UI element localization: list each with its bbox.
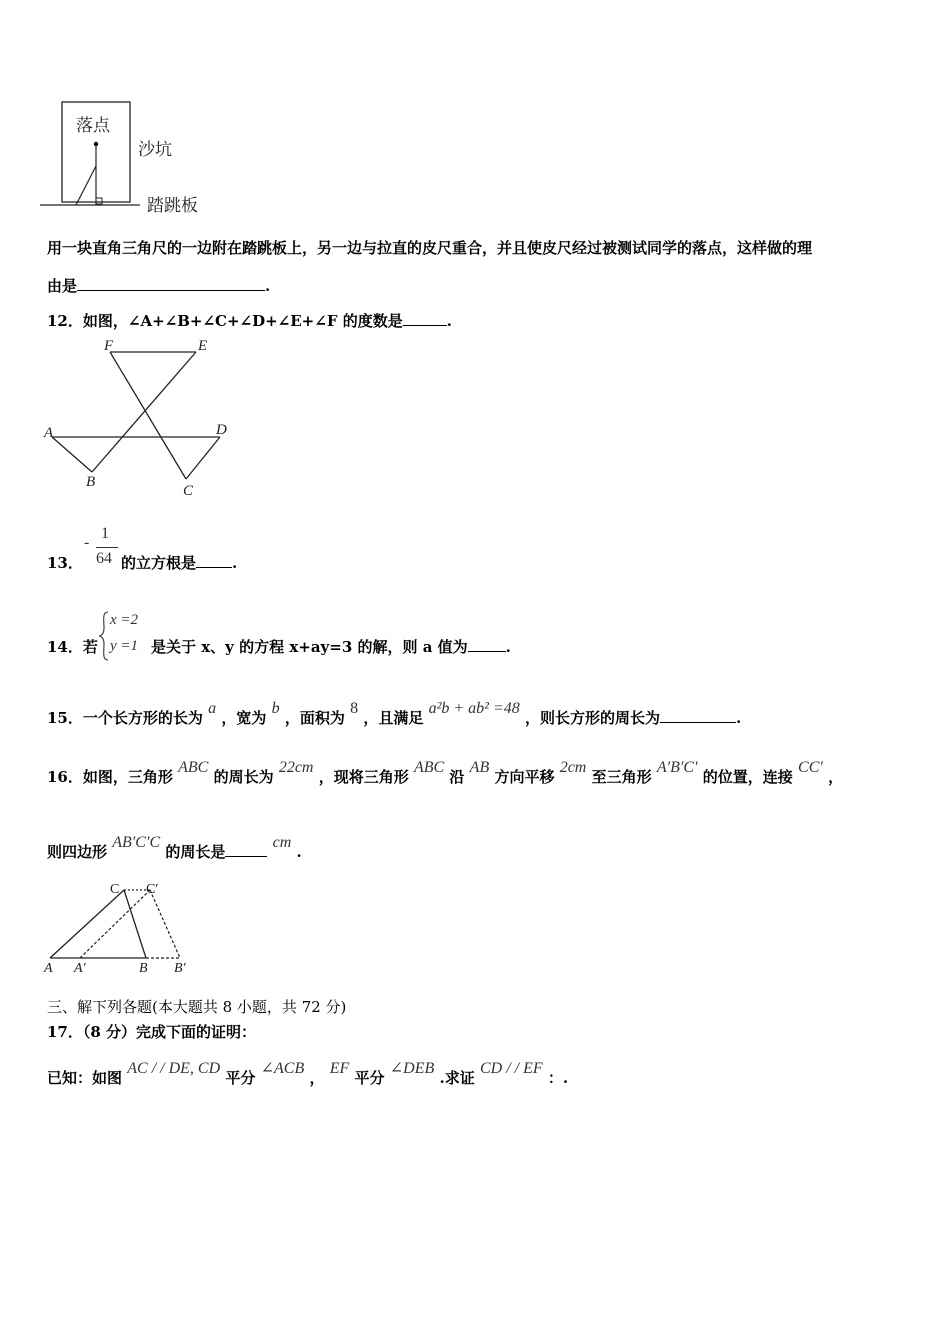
q16-t3: ，现将三角形 <box>318 768 409 786</box>
q16-line2-m2: cm <box>272 834 292 851</box>
q17-m2: ∠ACB <box>260 1060 305 1077</box>
q13-denominator: 64 <box>96 550 112 567</box>
q17-given <box>47 1060 569 1088</box>
q15-m4: a²b + ab² =48 <box>428 700 520 717</box>
label-A: A <box>44 961 53 976</box>
label-landing: 落点 <box>76 116 110 135</box>
segment-FC <box>110 352 186 479</box>
q12-number: 12． <box>47 312 83 330</box>
q15-number: 15． <box>47 709 83 727</box>
q17-g6: ：. <box>547 1069 569 1087</box>
q14-answer-blank[interactable] <box>468 637 506 652</box>
q11-prefix: 由是 <box>47 277 78 295</box>
label-A: A <box>44 425 54 441</box>
label-B1: B′ <box>174 961 186 976</box>
q14-rest <box>151 636 511 657</box>
q16-line2-suffix: . <box>296 843 302 861</box>
q15-t1: 一个长方形的长为 <box>82 709 203 727</box>
q13-numerator: 1 <box>101 525 109 542</box>
section3-title: 三、解下列各题(本大题共 8 小题，共 72 分) <box>47 998 347 1016</box>
q16-answer-blank[interactable] <box>225 842 267 857</box>
q14-brace-icon <box>98 610 110 662</box>
q13-rest <box>121 552 237 573</box>
q17-m5: CD / / EF <box>479 1060 543 1077</box>
q12-line <box>47 310 452 331</box>
q11-answer-blank[interactable] <box>77 276 265 291</box>
q16-m6: A′B′C′ <box>656 759 698 776</box>
q17-g2: 平分 <box>225 1069 256 1087</box>
q12-suffix: . <box>446 312 452 330</box>
q15-t5: ，则长方形的周长为 <box>525 709 661 727</box>
segment-AC <box>50 890 124 958</box>
right-angle-mark <box>96 198 102 204</box>
q13-suffix: . <box>232 554 238 572</box>
segment-DC <box>186 437 220 479</box>
label-board: 踏跳板 <box>147 196 198 215</box>
label-sandpit: 沙坑 <box>138 140 172 159</box>
q13-answer-blank[interactable] <box>196 553 232 568</box>
q16-m5: 2cm <box>559 759 587 776</box>
segment-C1B1 <box>150 890 180 958</box>
q16-t5: 方向平移 <box>494 768 555 786</box>
q13-sign: - <box>84 534 90 551</box>
q14-text: 是关于 x、y 的方程 x+ay=3 的解，则 a 值为 <box>151 638 468 656</box>
label-C: C <box>183 483 194 499</box>
q13-text: 的立方根是 <box>121 554 197 572</box>
q16-m2: 22cm <box>278 759 314 776</box>
triangle-ruler-edge <box>76 166 96 205</box>
q14-eq2: y =1 <box>110 638 139 654</box>
q16-number: 16． <box>47 768 83 786</box>
q13-fraction-bar <box>96 547 118 548</box>
q16-line2-t2: 的周长是 <box>165 843 226 861</box>
segment-EB <box>92 352 196 472</box>
q15-m2: b <box>271 700 280 717</box>
label-B: B <box>139 961 148 976</box>
q17-line1 <box>47 1021 256 1042</box>
angles-figure <box>40 334 240 504</box>
q15-t4: ，且满足 <box>363 709 424 727</box>
segment-A1C1 <box>80 890 150 958</box>
q17-text: （8 分）完成下面的证明： <box>82 1023 257 1041</box>
segment-AB <box>52 437 92 472</box>
q17-m1: AC / / DE, CD <box>127 1060 221 1077</box>
q12-text: 如图，∠A+∠B+∠C+∠D+∠E+∠F 的度数是 <box>82 312 403 330</box>
q14-prefix: 若 <box>82 638 98 656</box>
q11-suffix: . <box>265 277 271 295</box>
q13-number: 13． <box>47 554 83 572</box>
q16-m7: CC′ <box>798 759 823 776</box>
q16-m1: ABC <box>178 759 209 776</box>
q17-g4: 平分 <box>354 1069 385 1087</box>
q17-g1: 已知：如图 <box>47 1069 123 1087</box>
q11-line1: 用一块直角三角尺的一边附在踏跳板上，另一边与拉直的皮尺重合，并且使皮尺经过被测试同学的落点，这样做的理 <box>47 239 813 257</box>
q16-t1: 如图，三角形 <box>82 768 173 786</box>
q16-t4: 沿 <box>449 768 465 786</box>
label-E: E <box>198 338 208 354</box>
q17-number: 17． <box>47 1023 83 1041</box>
q15-m1: a <box>208 700 217 717</box>
q16-m3: ABC <box>413 759 445 776</box>
sandpit-figure <box>40 96 220 218</box>
landing-point <box>94 142 98 146</box>
q17-m4: ∠DEB <box>389 1060 435 1077</box>
q17-g3: ， <box>309 1069 325 1087</box>
label-C: C <box>110 882 120 897</box>
q16-line2-m1: AB′C′C <box>112 834 161 851</box>
translation-figure <box>40 876 200 978</box>
q15-suffix: . <box>736 709 742 727</box>
q12-answer-blank[interactable] <box>403 311 447 326</box>
q15-answer-blank[interactable] <box>660 708 736 723</box>
q16-m4: AB <box>469 759 490 776</box>
q17-g5: .求证 <box>439 1069 475 1087</box>
label-D: D <box>216 422 227 438</box>
q14-suffix: . <box>505 638 511 656</box>
q16-t6: 至三角形 <box>591 768 652 786</box>
q17-m3: EF <box>329 1060 350 1077</box>
q15-t3: ，面积为 <box>284 709 345 727</box>
q16-line1 <box>47 759 844 787</box>
q15-line <box>47 700 742 728</box>
q14-eq1: x =2 <box>110 612 139 628</box>
q16-t2: 的周长为 <box>213 768 274 786</box>
label-C1: C′ <box>146 882 159 897</box>
q16-line2 <box>47 834 302 862</box>
segment-CB <box>124 890 146 958</box>
q16-line2-t1: 则四边形 <box>47 843 108 861</box>
label-B: B <box>86 474 96 490</box>
label-A1: A′ <box>74 961 86 976</box>
q11-line2 <box>47 275 270 296</box>
q16-t7: 的位置，连接 <box>702 768 793 786</box>
q14-lead <box>47 636 98 657</box>
q15-m3: 8 <box>350 700 359 717</box>
q16-t8: ， <box>828 768 844 786</box>
q15-t2: ，宽为 <box>221 709 267 727</box>
label-F: F <box>104 338 114 354</box>
q14-number: 14． <box>47 638 83 656</box>
